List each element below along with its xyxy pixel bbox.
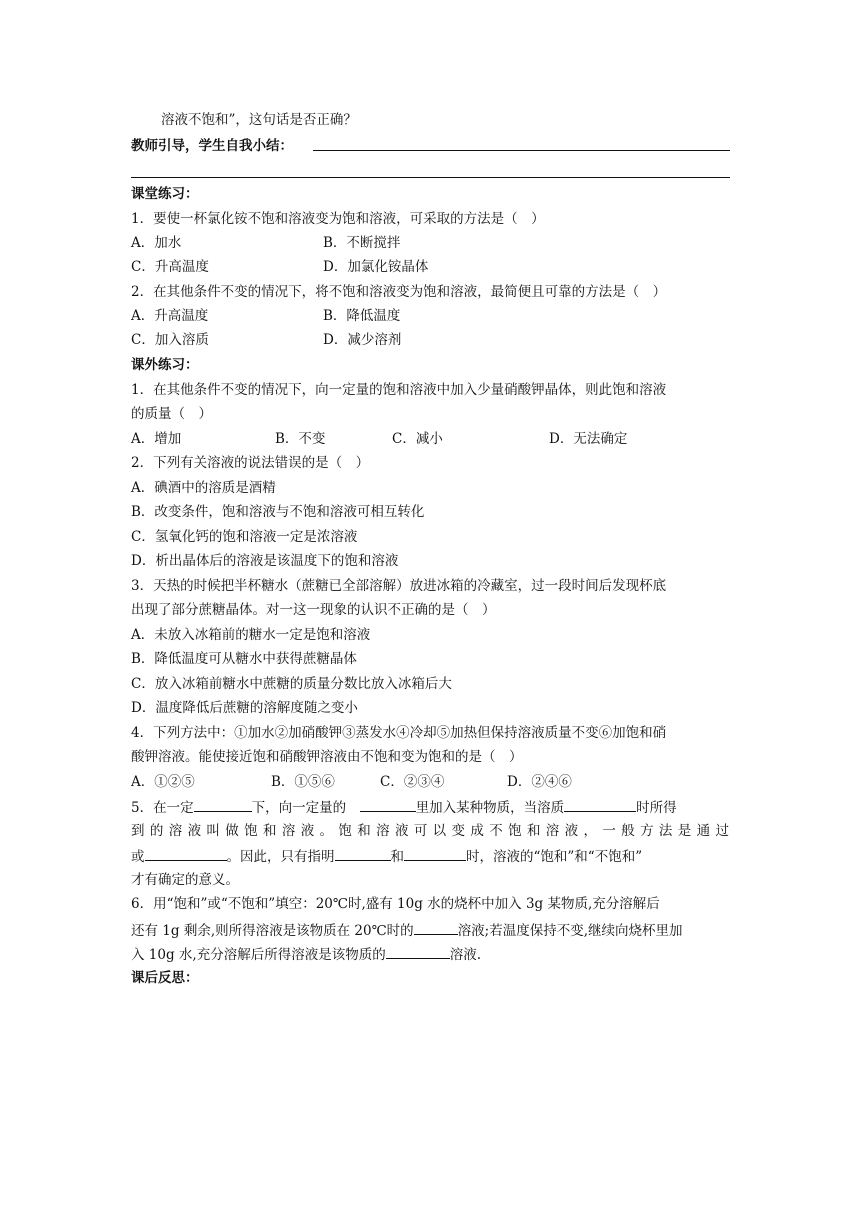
homework-q3-option-b: B．降低温度可从糖水中获得蔗糖晶体 (131, 651, 357, 667)
classroom-practice-heading: 课堂练习： (131, 186, 199, 202)
homework-q6-line1: 6．用“饱和”或“不饱和”填空：20℃时,盛有 10g 水的烧杯中加入 3g 某物质,充分溶解后 (131, 896, 660, 912)
homework-q4-option-d: D．②④⑥ (507, 774, 572, 790)
q5-blank-4[interactable] (145, 846, 227, 861)
homework-q6-line3: 入 10g 水,充分溶解后所得溶液是该物质的 溶液. (131, 944, 481, 964)
homework-q3-option-c: C．放入冰箱前糖水中蔗糖的质量分数比放入冰箱后大 (131, 676, 452, 692)
homework-q5-line1: 5．在一定 下，向一定量的 里加入某种物质，当溶质 时所得 (131, 797, 677, 817)
classroom-q2-option-d: D．减少溶剂 (323, 332, 402, 348)
classroom-q2-option-c: C．加入溶质 (131, 332, 209, 348)
classroom-q2-stem: 2．在其他条件不变的情况下，将不饱和溶液变为饱和溶液，最简便且可靠的方法是（ ） (131, 284, 667, 300)
homework-q2-option-c: C．氢氧化钙的饱和溶液一定是浓溶液 (131, 529, 358, 545)
classroom-q2-option-b: B．降低温度 (323, 308, 401, 324)
homework-q6-line2: 还有 1g 剩余,则所得溶液是该物质在 20℃时的 溶液;若温度保持不变,继续向烧杯里加 (131, 920, 683, 940)
classroom-q2-option-a: A．升高温度 (131, 308, 209, 324)
summary-label: 教师引导，学生自我小结： (131, 138, 293, 154)
homework-q1-stem-line2: 的质量（ ） (131, 406, 212, 422)
homework-q3-stem-line1: 3．天热的时候把半杯糖水（蔗糖已全部溶解）放进冰箱的冷藏室，过一段时间后发现杯底 (131, 578, 667, 594)
q5-blank-6[interactable] (404, 846, 466, 861)
q5-blank-3[interactable] (564, 797, 636, 812)
homework-q4-option-c: C．②③④ (380, 774, 445, 790)
homework-q5-line3: 或 。因此，只有指明 和 时，溶液的“饱和”和“不饱和” (131, 846, 642, 866)
q6-blank-1[interactable] (414, 920, 458, 935)
homework-q5-line2: 到的溶液叫做饱和溶液。饱和溶液可以变成不饱和溶液，一般方法是通过 (131, 823, 729, 839)
homework-q4-stem-line1: 4．下列方法中：①加水②加硝酸钾③蒸发水④冷却⑤加热但保持溶液质量不变⑥加饱和硝 (131, 725, 667, 741)
q6-blank-2[interactable] (386, 944, 450, 959)
continued-question-text: 溶液不饱和”，这句话是否正确？ (161, 112, 357, 128)
homework-q4-option-b: B．①⑤⑥ (271, 774, 335, 790)
homework-q4-option-a: A．①②⑤ (131, 774, 195, 790)
homework-q4-stem-line2: 酸钾溶液。能使接近饱和硝酸钾溶液由不饱和变为饱和的是（ ） (131, 749, 523, 765)
classroom-q1-option-b: B．不断搅拌 (323, 235, 401, 251)
summary-answer-line-2 (131, 177, 730, 178)
classroom-q1-stem: 1．要使一杯氯化铵不饱和溶液变为饱和溶液，可采取的方法是（ ） (131, 211, 545, 227)
summary-answer-line-1 (313, 150, 730, 151)
q5-blank-5[interactable] (335, 846, 391, 861)
homework-q3-option-d: D．温度降低后蔗糖的溶解度随之变小 (131, 700, 358, 716)
homework-q1-option-c: C．减小 (392, 431, 443, 447)
classroom-q1-option-a: A．加水 (131, 235, 182, 251)
q5-blank-2[interactable] (360, 797, 416, 812)
homework-q1-stem-line1: 1．在其他条件不变的情况下，向一定量的饱和溶液中加入少量硝酸钾晶体，则此饱和溶液 (131, 382, 667, 398)
homework-q2-option-b: B．改变条件，饱和溶液与不饱和溶液可相互转化 (131, 504, 425, 520)
classroom-q1-option-d: D．加氯化铵晶体 (323, 259, 429, 275)
reflection-heading: 课后反思： (131, 970, 199, 986)
homework-q2-option-d: D．析出晶体后的溶液是该温度下的饱和溶液 (131, 553, 399, 569)
homework-q3-stem-line2: 出现了部分蔗糖晶体。对一这一现象的认识不正确的是（ ） (131, 602, 496, 618)
homework-q2-option-a: A．碘酒中的溶质是酒精 (131, 480, 276, 496)
q5-blank-1[interactable] (194, 797, 252, 812)
homework-practice-heading: 课外练习： (131, 357, 199, 373)
homework-q1-option-a: A．增加 (131, 431, 182, 447)
homework-q2-stem: 2．下列有关溶液的说法错误的是（ ） (131, 455, 370, 471)
classroom-q1-option-c: C．升高温度 (131, 259, 209, 275)
homework-q1-option-d: D．无法确定 (549, 431, 628, 447)
homework-q3-option-a: A．未放入冰箱前的糖水一定是饱和溶液 (131, 627, 371, 643)
homework-q5-line4: 才有确定的意义。 (131, 872, 239, 888)
homework-q1-option-b: B．不变 (275, 431, 326, 447)
